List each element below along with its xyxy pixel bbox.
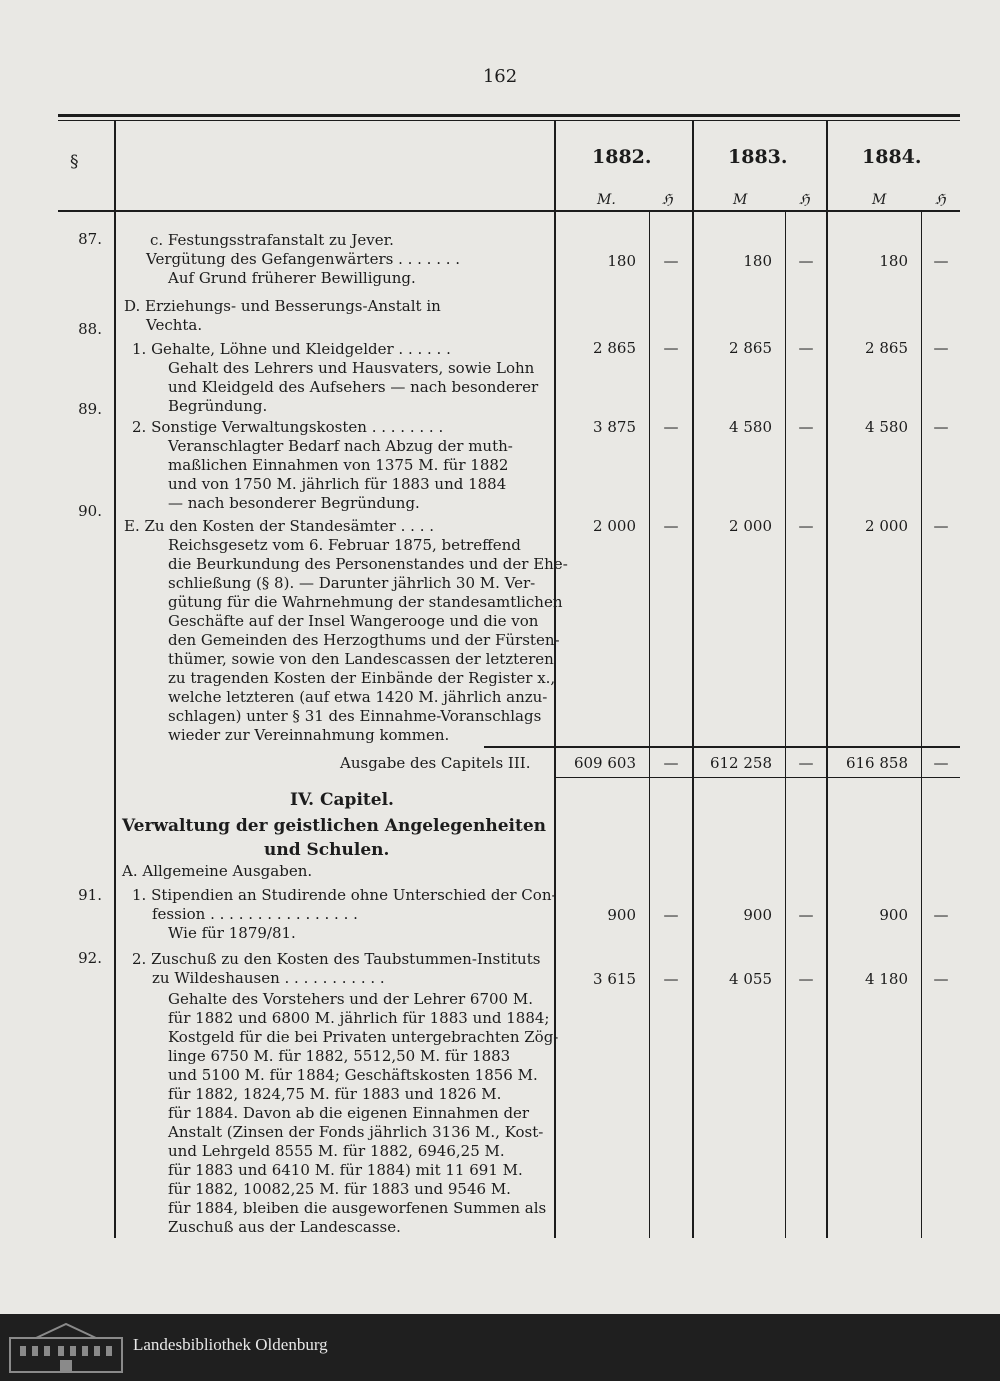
chapter-title-cont: und Schulen. [264, 840, 390, 860]
row-text-line: D. Erziehungs- und Besserungs-Anstalt in [124, 297, 441, 315]
row-text-line: für 1883 und 6410 M. für 1884) mit 11 691 M. [168, 1161, 523, 1179]
currency-1884: M [872, 192, 887, 208]
paragraph-number: 88. [78, 320, 102, 338]
row-text-line: und 5100 M. für 1884; Geschäftskosten 1856 M. [168, 1066, 538, 1084]
amount-1883: 4 055 [729, 970, 772, 988]
pfennig-dash: — [663, 418, 679, 436]
pfennig-dash: — [798, 754, 814, 772]
pfennig-dash: — [663, 339, 679, 357]
row-text-line: E. Zu den Kosten der Standesämter . . . . [124, 517, 434, 535]
top-rule-thin [58, 120, 960, 121]
paragraph-number: 92. [78, 949, 102, 967]
amount-1883: 2 865 [729, 339, 772, 357]
section-symbol: § [70, 152, 79, 172]
row-text-line: fession . . . . . . . . . . . . . . . . [152, 905, 358, 923]
amount-1884: 4 180 [865, 970, 908, 988]
row-text-line: Gehalt des Lehrers und Hausvaters, sowie Lohn [168, 359, 535, 377]
row-text-line: Auf Grund früherer Bewilligung. [168, 269, 416, 287]
row-text-line: und von 1750 M. jährlich für 1883 und 1884 [168, 475, 507, 493]
pfennig-1883: ℌ [799, 192, 810, 208]
year-1882-header: 1882. [592, 146, 652, 168]
pfennig-dash: — [933, 339, 949, 357]
col-rule-para [114, 120, 116, 1238]
amount-1884: 4 580 [865, 418, 908, 436]
pfennig-dash: — [798, 252, 814, 270]
row-text-line: c. Festungsstrafanstalt zu Jever. [150, 231, 394, 249]
pfennig-1882: ℌ [662, 192, 673, 208]
row-text-line: Vergütung des Gefangenwärters . . . . . . . [146, 250, 461, 268]
library-building-icon [6, 1320, 126, 1375]
subsection-title: A. Allgemeine Ausgaben. [122, 862, 313, 880]
paragraph-number: 87. [78, 230, 102, 248]
pfennig-dash: — [663, 906, 679, 924]
row-text-line: für 1884. Davon ab die eigenen Einnahmen der [168, 1104, 530, 1122]
pfennig-dash: — [798, 906, 814, 924]
amount-1882: 3 615 [593, 970, 636, 988]
year-1884-header: 1884. [862, 146, 922, 168]
pfennig-dash: — [663, 970, 679, 988]
total-rule-top [484, 746, 960, 748]
row-text-line: Geschäfte auf der Insel Wangerooge und die von [168, 612, 539, 630]
row-text-line: und Lehrgeld 8555 M. für 1882, 6946,25 M. [168, 1142, 505, 1160]
pfennig-dash: — [933, 906, 949, 924]
amount-1882: 3 875 [593, 418, 636, 436]
row-text-line: gütung für die Wahrnehmung der standesamtlichen [168, 593, 563, 611]
paragraph-number: 89. [78, 400, 102, 418]
amount-1883: 4 580 [729, 418, 772, 436]
row-text-line: 1. Stipendien an Studirende ohne Unterschied der Con- [132, 886, 557, 904]
total-1884: 616 858 [845, 754, 908, 772]
row-text-line: schließung (§ 8). — Darunter jährlich 30 M. Ver- [168, 574, 536, 592]
row-text-line: welche letzteren (auf etwa 1420 M. jährlich anzu- [168, 688, 548, 706]
amount-1884: 180 [879, 252, 908, 270]
row-text-line: schlagen) unter § 31 des Einnahme-Voranschlags [168, 707, 542, 725]
amount-1883: 2 000 [729, 517, 772, 535]
amount-1883: 900 [743, 906, 772, 924]
library-name: Landesbibliothek Oldenburg [133, 1335, 328, 1354]
row-text-line: für 1882, 1824,75 M. für 1883 und 1826 M. [168, 1085, 502, 1103]
row-text-line: thümer, sowie von den Landescassen der letzteren [168, 650, 554, 668]
amount-1882: 900 [607, 906, 636, 924]
row-text-line: Veranschlagter Bedarf nach Abzug der muth- [168, 437, 513, 455]
paragraph-number: 90. [78, 502, 102, 520]
pfennig-dash: — [798, 970, 814, 988]
row-text-line: 2. Zuschuß zu den Kosten des Taubstummen-Instituts [132, 950, 541, 968]
pfennig-dash: — [798, 339, 814, 357]
paragraph-number: 91. [78, 886, 102, 904]
row-text-line: zu Wildeshausen . . . . . . . . . . . [152, 969, 385, 987]
year-1883-header: 1883. [728, 146, 788, 168]
pfennig-1884: ℌ [935, 192, 946, 208]
currency-1883: M [733, 192, 748, 208]
row-text-line: den Gemeinden des Herzogthums und der Fürsten- [168, 631, 560, 649]
row-text-line: Anstalt (Zinsen der Fonds jährlich 3136 M., Kost- [168, 1123, 544, 1141]
col-rule-1882-pf [649, 212, 650, 1238]
row-text-line: Gehalte des Vorstehers und der Lehrer 6700 M. [168, 990, 533, 1008]
row-text-line: Zuschuß aus der Landescasse. [168, 1218, 401, 1236]
library-footer [0, 1314, 1000, 1381]
pfennig-dash: — [663, 517, 679, 535]
pfennig-dash: — [663, 252, 679, 270]
row-text-line: wieder zur Vereinnahmung kommen. [168, 726, 450, 744]
amount-1882: 2 865 [593, 339, 636, 357]
row-text-line: für 1882, 10082,25 M. für 1883 und 9546 M. [168, 1180, 511, 1198]
row-text-line: und Kleidgeld des Aufsehers — nach besonderer [168, 378, 539, 396]
currency-1882: M. [597, 192, 616, 208]
row-text-line: 2. Sonstige Verwaltungskosten . . . . . . . . [132, 418, 444, 436]
pfennig-dash: — [933, 252, 949, 270]
pfennig-dash: — [663, 754, 679, 772]
pfennig-dash: — [798, 517, 814, 535]
chapter-title: Verwaltung der geistlichen Angelegenheiten [122, 816, 547, 836]
row-text-line: zu tragenden Kosten der Einbände der Register x., [168, 669, 556, 687]
amount-1884: 2 000 [865, 517, 908, 535]
pfennig-dash: — [933, 418, 949, 436]
col-rule-1883-pf [785, 212, 786, 1238]
pfennig-dash: — [933, 970, 949, 988]
chapter-number: IV. Capitel. [290, 790, 394, 810]
pfennig-dash: — [933, 754, 949, 772]
pfennig-dash: — [933, 517, 949, 535]
row-text-line: 1. Gehalte, Löhne und Kleidgelder . . . . . . [132, 340, 451, 358]
col-rule-1883 [692, 120, 694, 1238]
amount-1884: 900 [879, 906, 908, 924]
row-text-line: linge 6750 M. für 1882, 5512,50 M. für 1883 [168, 1047, 511, 1065]
pfennig-dash: — [798, 418, 814, 436]
row-text-line: für 1884, bleiben die ausgeworfenen Summen als [168, 1199, 547, 1217]
amount-1882: 2 000 [593, 517, 636, 535]
row-text-line: Reichsgesetz vom 6. Februar 1875, betreffend [168, 536, 521, 554]
top-rule-thick [58, 114, 960, 117]
total-1882: 609 603 [573, 754, 636, 772]
col-rule-1884 [826, 120, 828, 1238]
amount-1882: 180 [607, 252, 636, 270]
row-text-line: Vechta. [146, 316, 203, 334]
header-bottom-rule [58, 210, 960, 212]
page-number: 162 [482, 66, 518, 87]
row-text-line: Kostgeld für die bei Privaten untergebrachten Zög- [168, 1028, 559, 1046]
total-rule-bottom [556, 777, 960, 778]
row-text-line: für 1882 und 6800 M. jährlich für 1883 und 1884; [168, 1009, 550, 1027]
total-1883: 612 258 [709, 754, 772, 772]
row-text-line: maßlichen Einnahmen von 1375 M. für 1882 [168, 456, 509, 474]
chapter-total-label: Ausgabe des Capitels III. [340, 754, 531, 772]
amount-1883: 180 [743, 252, 772, 270]
row-text-line: Wie für 1879/81. [168, 924, 296, 942]
amount-1884: 2 865 [865, 339, 908, 357]
row-text-line: — nach besonderer Begründung. [168, 494, 420, 512]
row-text-line: die Beurkundung des Personenstandes und der Ehe- [168, 555, 568, 573]
row-text-line: Begründung. [168, 397, 268, 415]
col-rule-1884-pf [921, 212, 922, 1238]
